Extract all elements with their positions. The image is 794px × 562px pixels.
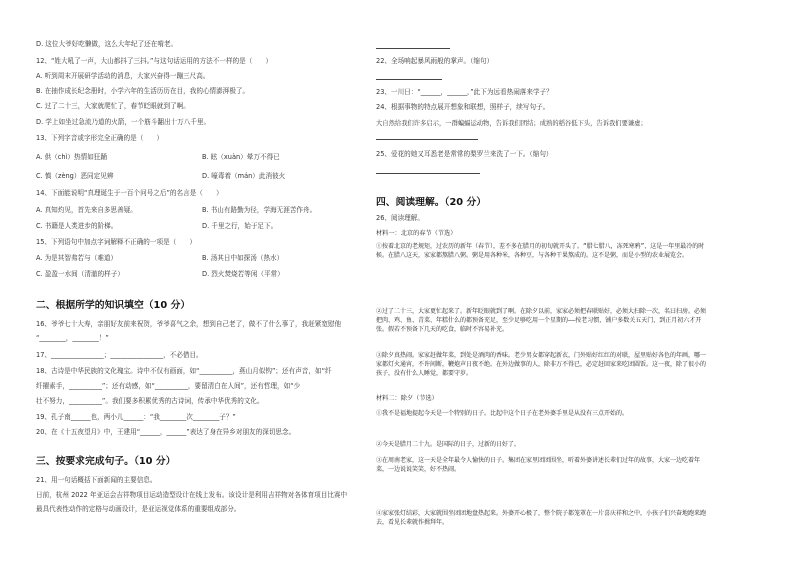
q12-option-b: B. 在抽作成长纪念册时，小学六年的生活历历在目，我的心情澎湃极了。: [36, 87, 250, 95]
q14-option-b: B. 书山有路勤为径，学海无涯苦作舟。: [202, 206, 317, 214]
material-1-paragraph-1: ①按着北京的老规矩，过农历的新年（春节），差不多在腊月的初旬就开头了。“腊七腊八，冻死寒鸦”，这是一年里最冷的时候。在腊八这天，家家都熬腊八粥。粥是用各种米，各种豆，与各种干果熬成的。这不是粥，而是小型的农业展览会。: [376, 243, 705, 260]
section-3-heading: 三、按要求完成句子。（10 分）: [36, 456, 176, 467]
question-24-example: 大自然给我们许多启示，一群蝙蝠运动物，告诉我们团结；成熟的稻谷低下头，告诉我们要谦虚；: [376, 120, 647, 127]
question-20: 20、在《十五夜望月》中，王建用“______，______”表达了身在异乡对朋友的深切思念。: [36, 428, 296, 436]
q11-option-d: D. 这位大爷好吃懒做，这么大年纪了还在啃老。: [36, 40, 178, 48]
q13-option-b: B. 眩（xuàn）晕万不得已: [202, 153, 280, 161]
question-12: 12、“姓大吼了一声，大山都抖了三抖。”与这句话运用的方法不一样的是（ ）: [36, 57, 273, 65]
q14-option-c: C. 书籍是人类进步的阶梯。: [36, 222, 118, 230]
material-1-paragraph-3: ③除夕真热闹。家家赶做年菜，到处是酒肉的香味。老少男女都穿起新衣，门外贴好红红的对联，屋里贴好各色的年画，哪一家都灯火通宵，不许间断，鞭炮声日夜不绝。在外边做事的人，除非万不得已，必定赶回家来吃团圆饭。这一夜，除了很小的孩子，没有什么人睡觉，都要守岁。: [376, 352, 706, 378]
section-2-heading: 二、根据所学的知识填空（10 分）: [36, 300, 191, 311]
q12-option-a: A. 听到周末开展研学活动的消息，大家兴奋得一蹦三尺高。: [36, 72, 210, 80]
answer-line: [376, 48, 450, 49]
q15-option-a: A. 为是其智弗若与（难道）: [36, 254, 118, 262]
question-16-line2: “________，________！”: [36, 334, 109, 342]
question-21-passage-line1: 日前，杭州 2022 年亚运会吉祥物项目运动造型设计在线上发布。该设计是利用吉祥物对各体育项目比赛中: [36, 491, 348, 499]
question-13: 13、下列字音或字形完全正确的是（ ）: [36, 134, 164, 142]
question-18-line1: 18、古诗是中华民族的文化瑰宝。诗中不仅有画面，如“__________，燕山月似钩”；还有声音，如“纤: [36, 367, 332, 375]
question-22: 22、全场响起暴风雨般的掌声。（缩句）: [376, 57, 494, 65]
material-1-title: 材料一：北京的春节（节选）: [376, 230, 457, 237]
q14-option-a: A. 真知灼见，首先来自多思善疑。: [36, 206, 137, 214]
material-2-paragraph-1: ①我不是福地提起今天是一个特别的日子。比起中这个日子在老外婆手里是从没有三点开始的。: [376, 410, 629, 417]
q15-option-c: C. 盈盈一水间（清澈的样子）: [36, 270, 124, 278]
q14-option-d: D. 千里之行，始于足下。: [202, 222, 278, 230]
question-15: 15、下列语句中加点字词解释不正确的一项是（ ）: [36, 238, 197, 246]
material-2-paragraph-3: ③在周南老家，这一天是全年最令人愉快的日子。集团在家里团团围坐，听着外婆讲述长辈们过年的故事，大家一边吃着年菜，一边说说笑笑，好不热闹。: [376, 457, 701, 474]
question-24: 24、根据事物的特点展开想象和联想，照样子，续写句子。: [376, 103, 550, 111]
q13-option-c: C. 慎（zèng）恶同定见辨: [36, 172, 114, 180]
question-18-line2: 纤擢素手，__________”；还有动感，如“__________，要留清白在人间”，还有哲理，如“少: [36, 382, 301, 390]
question-19: 19、孔子南______也，两小儿______：“我________次________子？”: [36, 413, 236, 421]
question-21-passage-line2: 最具代表性动作的定格与动画设计，是亚运视觉体系的重要组成部分。: [36, 505, 241, 513]
question-16-line1: 16、爷爷七十大寿，亲朋好友前来祝贺，爷爷喜气之余，想到自己老了，做不了什么事了，我赶紧宽慰他: [36, 320, 342, 328]
q15-option-b: B. 汤其日中如探汤（热水）: [202, 254, 284, 262]
question-23: 23、一川日：“______，______，”此下为远看热闹落来学子？: [376, 88, 553, 96]
question-18-line3: 壮不努力，__________”。我们要多积累优秀的古诗词，传承中华优秀的文化。: [36, 397, 264, 405]
material-1-paragraph-2: ②过了二十三，大家更忙起来了。新年眨眼就到了啊。在除夕以前，家家必须把春联贴好，必须大扫除一次，名曰扫房。必须把肉、鸡、鱼、青菜、年糕什么的都预备充足，至少足够吃用一个星期的——按老习惯，铺户多数关五天门，到正月初六才开张。假若不预备下几天的吃食，临时不容易补充。: [376, 308, 706, 334]
material-2-paragraph-4: ④家家张灯结彩，大家就围坐团团地盘热起来。外婆开心极了，整个院子都笼罩在一片喜庆祥和之中，小孩子们兴奋地跑来跑去，看见长辈就作揖拜年。: [376, 510, 706, 527]
q13-option-a: A. 供（chì）热情如狂踊: [36, 153, 107, 161]
material-2-title: 材料二：除夕（节选）: [376, 395, 438, 402]
question-17: 17、________________；________________，不必借目。: [36, 351, 203, 359]
section-4-heading: 四、阅读理解。（20 分）: [376, 197, 487, 208]
question-14: 14、下面能说明“真理诞生于一百个问号之后”的名言是（ ）: [36, 189, 223, 197]
q13-option-d: D. 嚎毒着（mán）此消彼火: [202, 172, 286, 180]
q12-option-d: D. 学上如坐过急流乃道的火箭，一个筋斗翻出十万八千里。: [36, 118, 211, 126]
question-26: 26、阅读理解。: [376, 214, 424, 222]
material-2-paragraph-2: ②今天是腊月二十九。是国际的日子，过新的日好了。: [376, 441, 521, 448]
question-25: 25、爱花的她又耳悉老是常常的梨罗兰来洗了一下。（缩句）: [376, 150, 553, 158]
answer-line: [376, 173, 480, 174]
q12-option-c: C. 过了二十三，大家就爬忙了，春节眨眼就到了啊。: [36, 102, 190, 110]
question-21: 21、用一句话概括下面新闻的主要信息。: [36, 476, 157, 484]
q15-option-d: D. 烈火焚烧若等闲（平常）: [202, 270, 284, 278]
answer-line: [376, 139, 478, 140]
answer-line: [376, 79, 442, 80]
